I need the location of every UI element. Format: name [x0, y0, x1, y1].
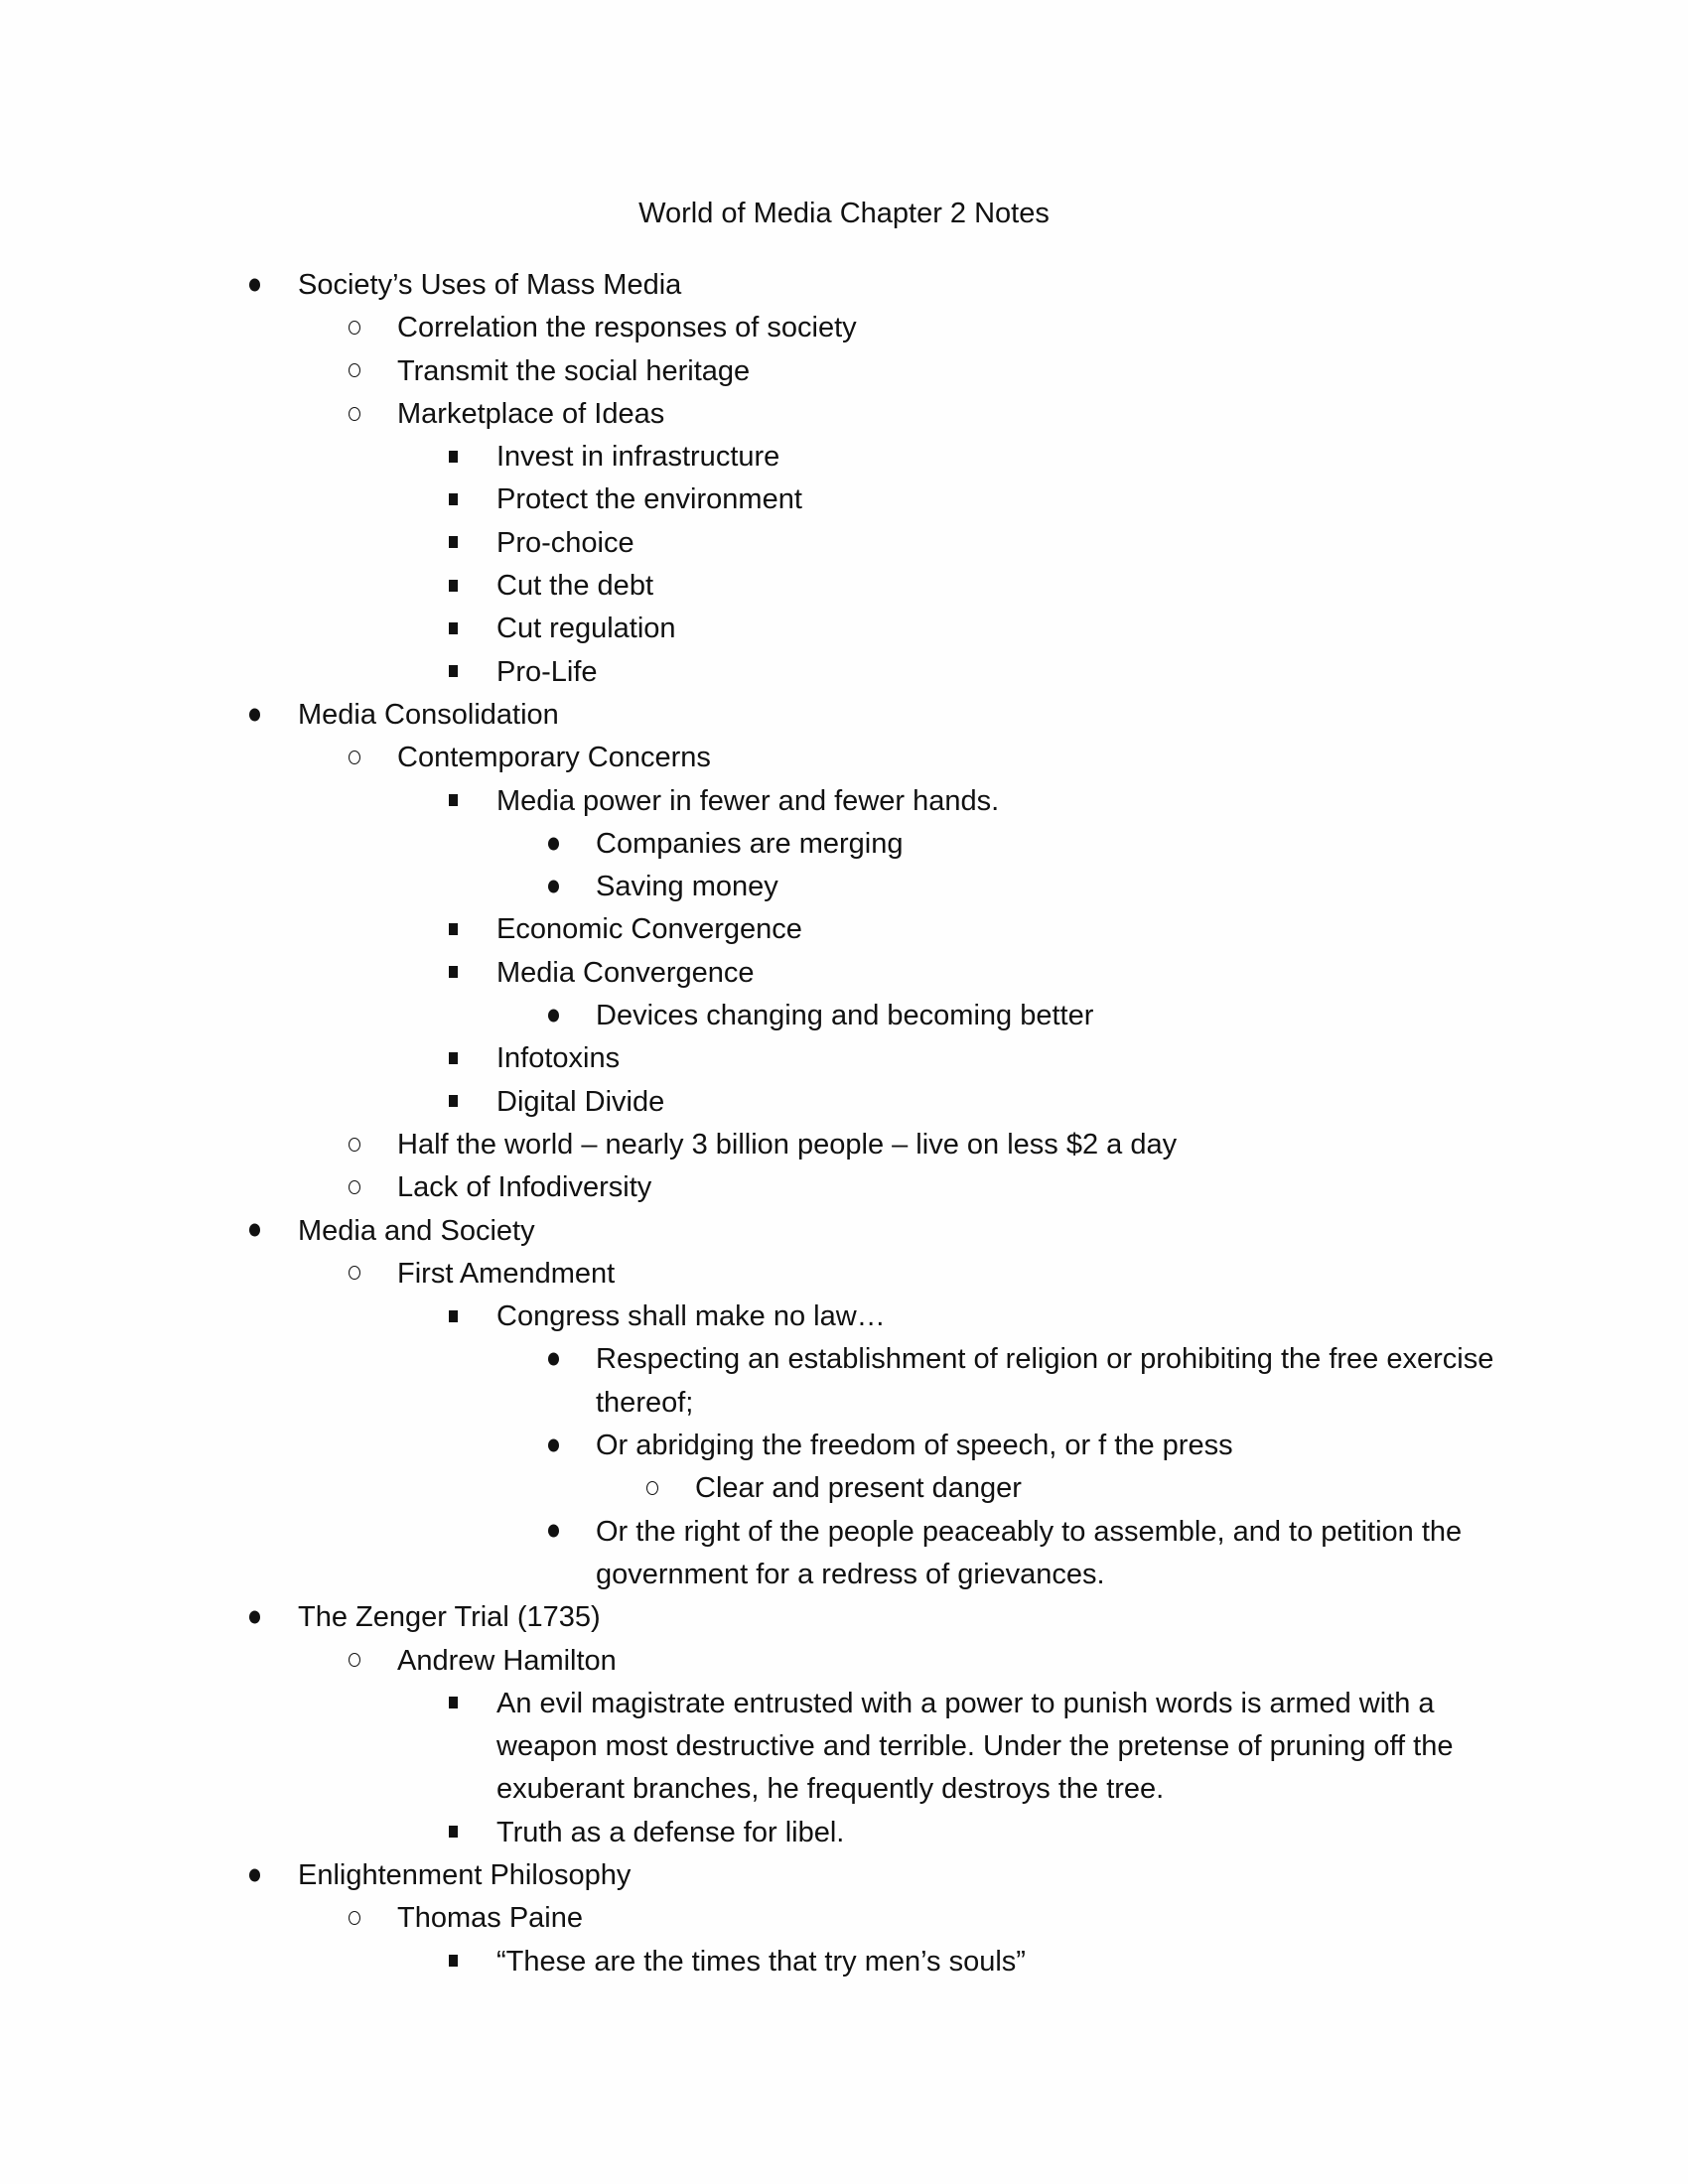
list-item — [0, 1467, 1688, 1510]
list-item-text: Digital Divide — [496, 1085, 665, 1118]
document-title: World of Media Chapter 2 Notes — [638, 198, 1050, 229]
list-item-text: Marketplace of Ideas — [397, 397, 665, 430]
square-bullet-icon — [449, 1955, 458, 1967]
square-bullet-icon — [449, 580, 458, 592]
disc-bullet-icon — [548, 1353, 559, 1366]
list-item-text: The Zenger Trial (1735) — [298, 1601, 601, 1634]
disc-bullet-icon — [249, 1868, 260, 1881]
list-item-text: Media Consolidation — [298, 698, 559, 731]
list-item-text: government for a redress of grievances. — [596, 1558, 1105, 1590]
list-item-text: Media Convergence — [496, 956, 755, 989]
list-item-text: Contemporary Concerns — [397, 742, 711, 774]
list-item-text: Transmit the social heritage — [397, 354, 751, 387]
list-item — [0, 1941, 1688, 1983]
list-item — [0, 1854, 1688, 1897]
circle-bullet-icon — [349, 321, 360, 335]
list-item — [0, 1683, 1688, 1725]
circle-bullet-icon — [349, 1911, 360, 1925]
list-item — [0, 737, 1688, 779]
disc-bullet-icon — [249, 278, 260, 291]
circle-bullet-icon — [349, 751, 360, 764]
list-item — [0, 264, 1688, 307]
list-item-text: Half the world – nearly 3 billion people – live on less $2 a day — [397, 1128, 1178, 1160]
list-item — [0, 1338, 1688, 1381]
disc-bullet-icon — [249, 1224, 260, 1237]
list-item — [0, 522, 1688, 565]
square-bullet-icon — [449, 794, 458, 806]
list-item-continuation — [0, 1725, 1688, 1768]
list-item — [0, 1812, 1688, 1854]
list-item-text: thereof; — [596, 1386, 694, 1419]
list-item — [0, 608, 1688, 650]
square-bullet-icon — [449, 1697, 458, 1708]
list-item — [0, 1596, 1688, 1639]
list-item — [0, 1253, 1688, 1296]
list-item — [0, 908, 1688, 951]
list-item-text: First Amendment — [397, 1257, 616, 1290]
list-item — [0, 1425, 1688, 1467]
list-item — [0, 1124, 1688, 1166]
square-bullet-icon — [449, 923, 458, 935]
circle-bullet-icon — [349, 363, 360, 377]
list-item — [0, 995, 1688, 1037]
disc-bullet-icon — [548, 880, 559, 892]
list-item-text: Thomas Paine — [397, 1902, 583, 1935]
list-item-text: Saving money — [596, 871, 778, 903]
list-item-text: Pro-Life — [496, 655, 598, 688]
list-item-text: Invest in infrastructure — [496, 441, 780, 474]
list-item-text: Devices changing and becoming better — [596, 1000, 1094, 1032]
list-item — [0, 1897, 1688, 1940]
list-item — [0, 952, 1688, 995]
notes-list — [0, 264, 1688, 1983]
list-item — [0, 651, 1688, 694]
circle-bullet-icon — [349, 1180, 360, 1194]
circle-bullet-icon — [349, 1138, 360, 1152]
list-item — [0, 1166, 1688, 1209]
list-item-text: Media and Society — [298, 1214, 535, 1247]
list-item-text: Andrew Hamilton — [397, 1644, 617, 1677]
circle-bullet-icon — [349, 1266, 360, 1280]
list-item-text: Companies are merging — [596, 827, 904, 860]
list-item — [0, 1296, 1688, 1338]
list-item-text: Lack of Infodiversity — [397, 1171, 652, 1204]
list-item-text: Respecting an establishment of religion or prohibiting the free exercise — [596, 1343, 1494, 1376]
disc-bullet-icon — [249, 1610, 260, 1623]
square-bullet-icon — [449, 665, 458, 677]
list-item-text: Cut the debt — [496, 570, 653, 603]
square-bullet-icon — [449, 493, 458, 505]
list-item-text: Or abridging the freedom of speech, or f the press — [596, 1430, 1233, 1462]
list-item — [0, 478, 1688, 521]
list-item-continuation — [0, 1554, 1688, 1596]
list-item-text: Protect the environment — [496, 483, 802, 516]
list-item — [0, 823, 1688, 866]
list-item-text: exuberant branches, he frequently destroys the tree. — [496, 1773, 1165, 1806]
list-item-text: Society’s Uses of Mass Media — [298, 269, 682, 301]
square-bullet-icon — [449, 1095, 458, 1107]
circle-bullet-icon — [349, 1653, 360, 1667]
list-item-text: Cut regulation — [496, 613, 676, 645]
list-item — [0, 1511, 1688, 1554]
square-bullet-icon — [449, 622, 458, 634]
list-item — [0, 350, 1688, 393]
list-item — [0, 436, 1688, 478]
list-item-text: weapon most destructive and terrible. Under the pretense of pruning off the — [496, 1730, 1454, 1763]
list-item-text: Clear and present danger — [695, 1472, 1022, 1505]
list-item — [0, 694, 1688, 737]
list-item-text: Pro-choice — [496, 526, 634, 559]
disc-bullet-icon — [249, 708, 260, 721]
list-item-text: Enlightenment Philosophy — [298, 1858, 632, 1891]
list-item — [0, 565, 1688, 608]
disc-bullet-icon — [548, 1438, 559, 1451]
circle-bullet-icon — [349, 407, 360, 421]
square-bullet-icon — [449, 966, 458, 978]
list-item-text: Economic Convergence — [496, 913, 802, 946]
list-item-continuation — [0, 1768, 1688, 1811]
list-item — [0, 866, 1688, 908]
list-item — [0, 1640, 1688, 1683]
square-bullet-icon — [449, 451, 458, 463]
disc-bullet-icon — [548, 1525, 559, 1538]
list-item-text: Infotoxins — [496, 1042, 621, 1075]
list-item-text: Or the right of the people peaceably to assemble, and to petition the — [596, 1515, 1463, 1548]
list-item — [0, 1210, 1688, 1253]
list-item-text: Correlation the responses of society — [397, 312, 857, 344]
list-item-text: “These are the times that try men’s souls” — [496, 1945, 1026, 1978]
list-item-text: Congress shall make no law… — [496, 1300, 886, 1333]
list-item-text: An evil magistrate entrusted with a power to punish words is armed with a — [496, 1687, 1435, 1719]
list-item — [0, 1037, 1688, 1080]
square-bullet-icon — [449, 1310, 458, 1322]
disc-bullet-icon — [548, 837, 559, 850]
circle-bullet-icon — [646, 1481, 658, 1495]
list-item-text: Media power in fewer and fewer hands. — [496, 784, 1000, 817]
square-bullet-icon — [449, 1052, 458, 1064]
list-item — [0, 780, 1688, 823]
square-bullet-icon — [449, 1826, 458, 1838]
list-item — [0, 1081, 1688, 1124]
square-bullet-icon — [449, 536, 458, 548]
disc-bullet-icon — [548, 1009, 559, 1022]
list-item — [0, 393, 1688, 436]
list-item-text: Truth as a defense for libel. — [496, 1816, 845, 1848]
list-item — [0, 307, 1688, 349]
list-item-continuation — [0, 1382, 1688, 1425]
